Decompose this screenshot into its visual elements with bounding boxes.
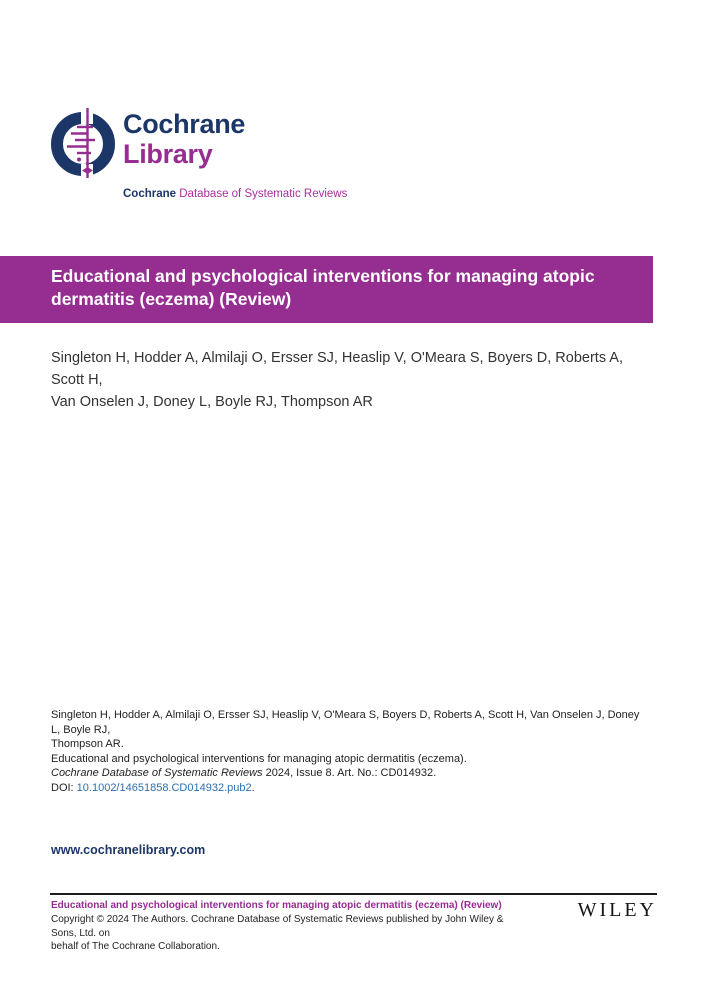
- database-tagline: [123, 187, 347, 201]
- cochrane-logo-icon: [50, 107, 116, 184]
- cochranelibrary-website-link[interactable]: www.cochranelibrary.com: [51, 843, 206, 857]
- citation-authors-line-1: Singleton H, Hodder A, Almilaji O, Ersser SJ, Heaslip V, O'Meara S, Boyers D, Roberts A, Scott H, Van Onselen J, Doney L, Boyle RJ,: [51, 709, 640, 736]
- tagline-cochrane: Cochrane: [123, 188, 177, 200]
- citation-issue-info: 2024, Issue 8. Art. No.: CD014932.: [262, 767, 437, 780]
- brand-wordmark-library: Library: [123, 139, 213, 169]
- review-title: [51, 265, 626, 311]
- citation-block: [51, 708, 651, 796]
- citation-authors-line-2: Thompson AR.: [51, 738, 124, 751]
- citation-title: Educational and psychological interventions for managing atopic dermatitis (eczema).: [51, 752, 467, 765]
- author-list: [51, 347, 641, 413]
- page-footer: [50, 893, 657, 953]
- review-title-line-1: Educational and psychological interventions for managing atopic: [51, 266, 595, 286]
- doi-suffix: .: [251, 781, 255, 794]
- brand-wordmark-cochrane: Cochrane: [123, 109, 246, 139]
- citation-journal-name: Cochrane Database of Systematic Reviews: [51, 767, 263, 780]
- cochrane-library-brand: [50, 107, 410, 207]
- citation-doi-line: [51, 781, 651, 796]
- author-list-line-1: Singleton H, Hodder A, Almilaji O, Ersser SJ, Heaslip V, O'Meara S, Boyers D, Roberts A, Scott H,: [51, 350, 623, 388]
- title-banner: [0, 256, 653, 323]
- citation-journal-line: [51, 766, 651, 781]
- doi-link[interactable]: 10.1002/14651858.CD014932.pub2: [76, 781, 252, 794]
- author-list-line-2: Van Onselen J, Doney L, Boyle RJ, Thompson AR: [51, 394, 373, 410]
- brand-wordmark: [123, 109, 245, 169]
- tagline-database-text: Database of Systematic Reviews: [176, 188, 348, 200]
- review-title-line-2: dermatitis (eczema) (Review): [51, 289, 292, 309]
- wiley-publisher-logo: WILEY: [577, 899, 657, 921]
- footer-copyright-line-1: Copyright © 2024 The Authors. Cochrane Database of Systematic Reviews published by John Wiley & Sons, Ltd. on: [51, 914, 504, 939]
- doi-label: DOI:: [51, 781, 77, 794]
- footer-copyright-line-2: behalf of The Cochrane Collaboration.: [51, 941, 220, 952]
- footer-copyright: [51, 913, 531, 954]
- footer-review-title: Educational and psychological interventions for managing atopic dermatitis (eczema) (Review): [51, 900, 502, 911]
